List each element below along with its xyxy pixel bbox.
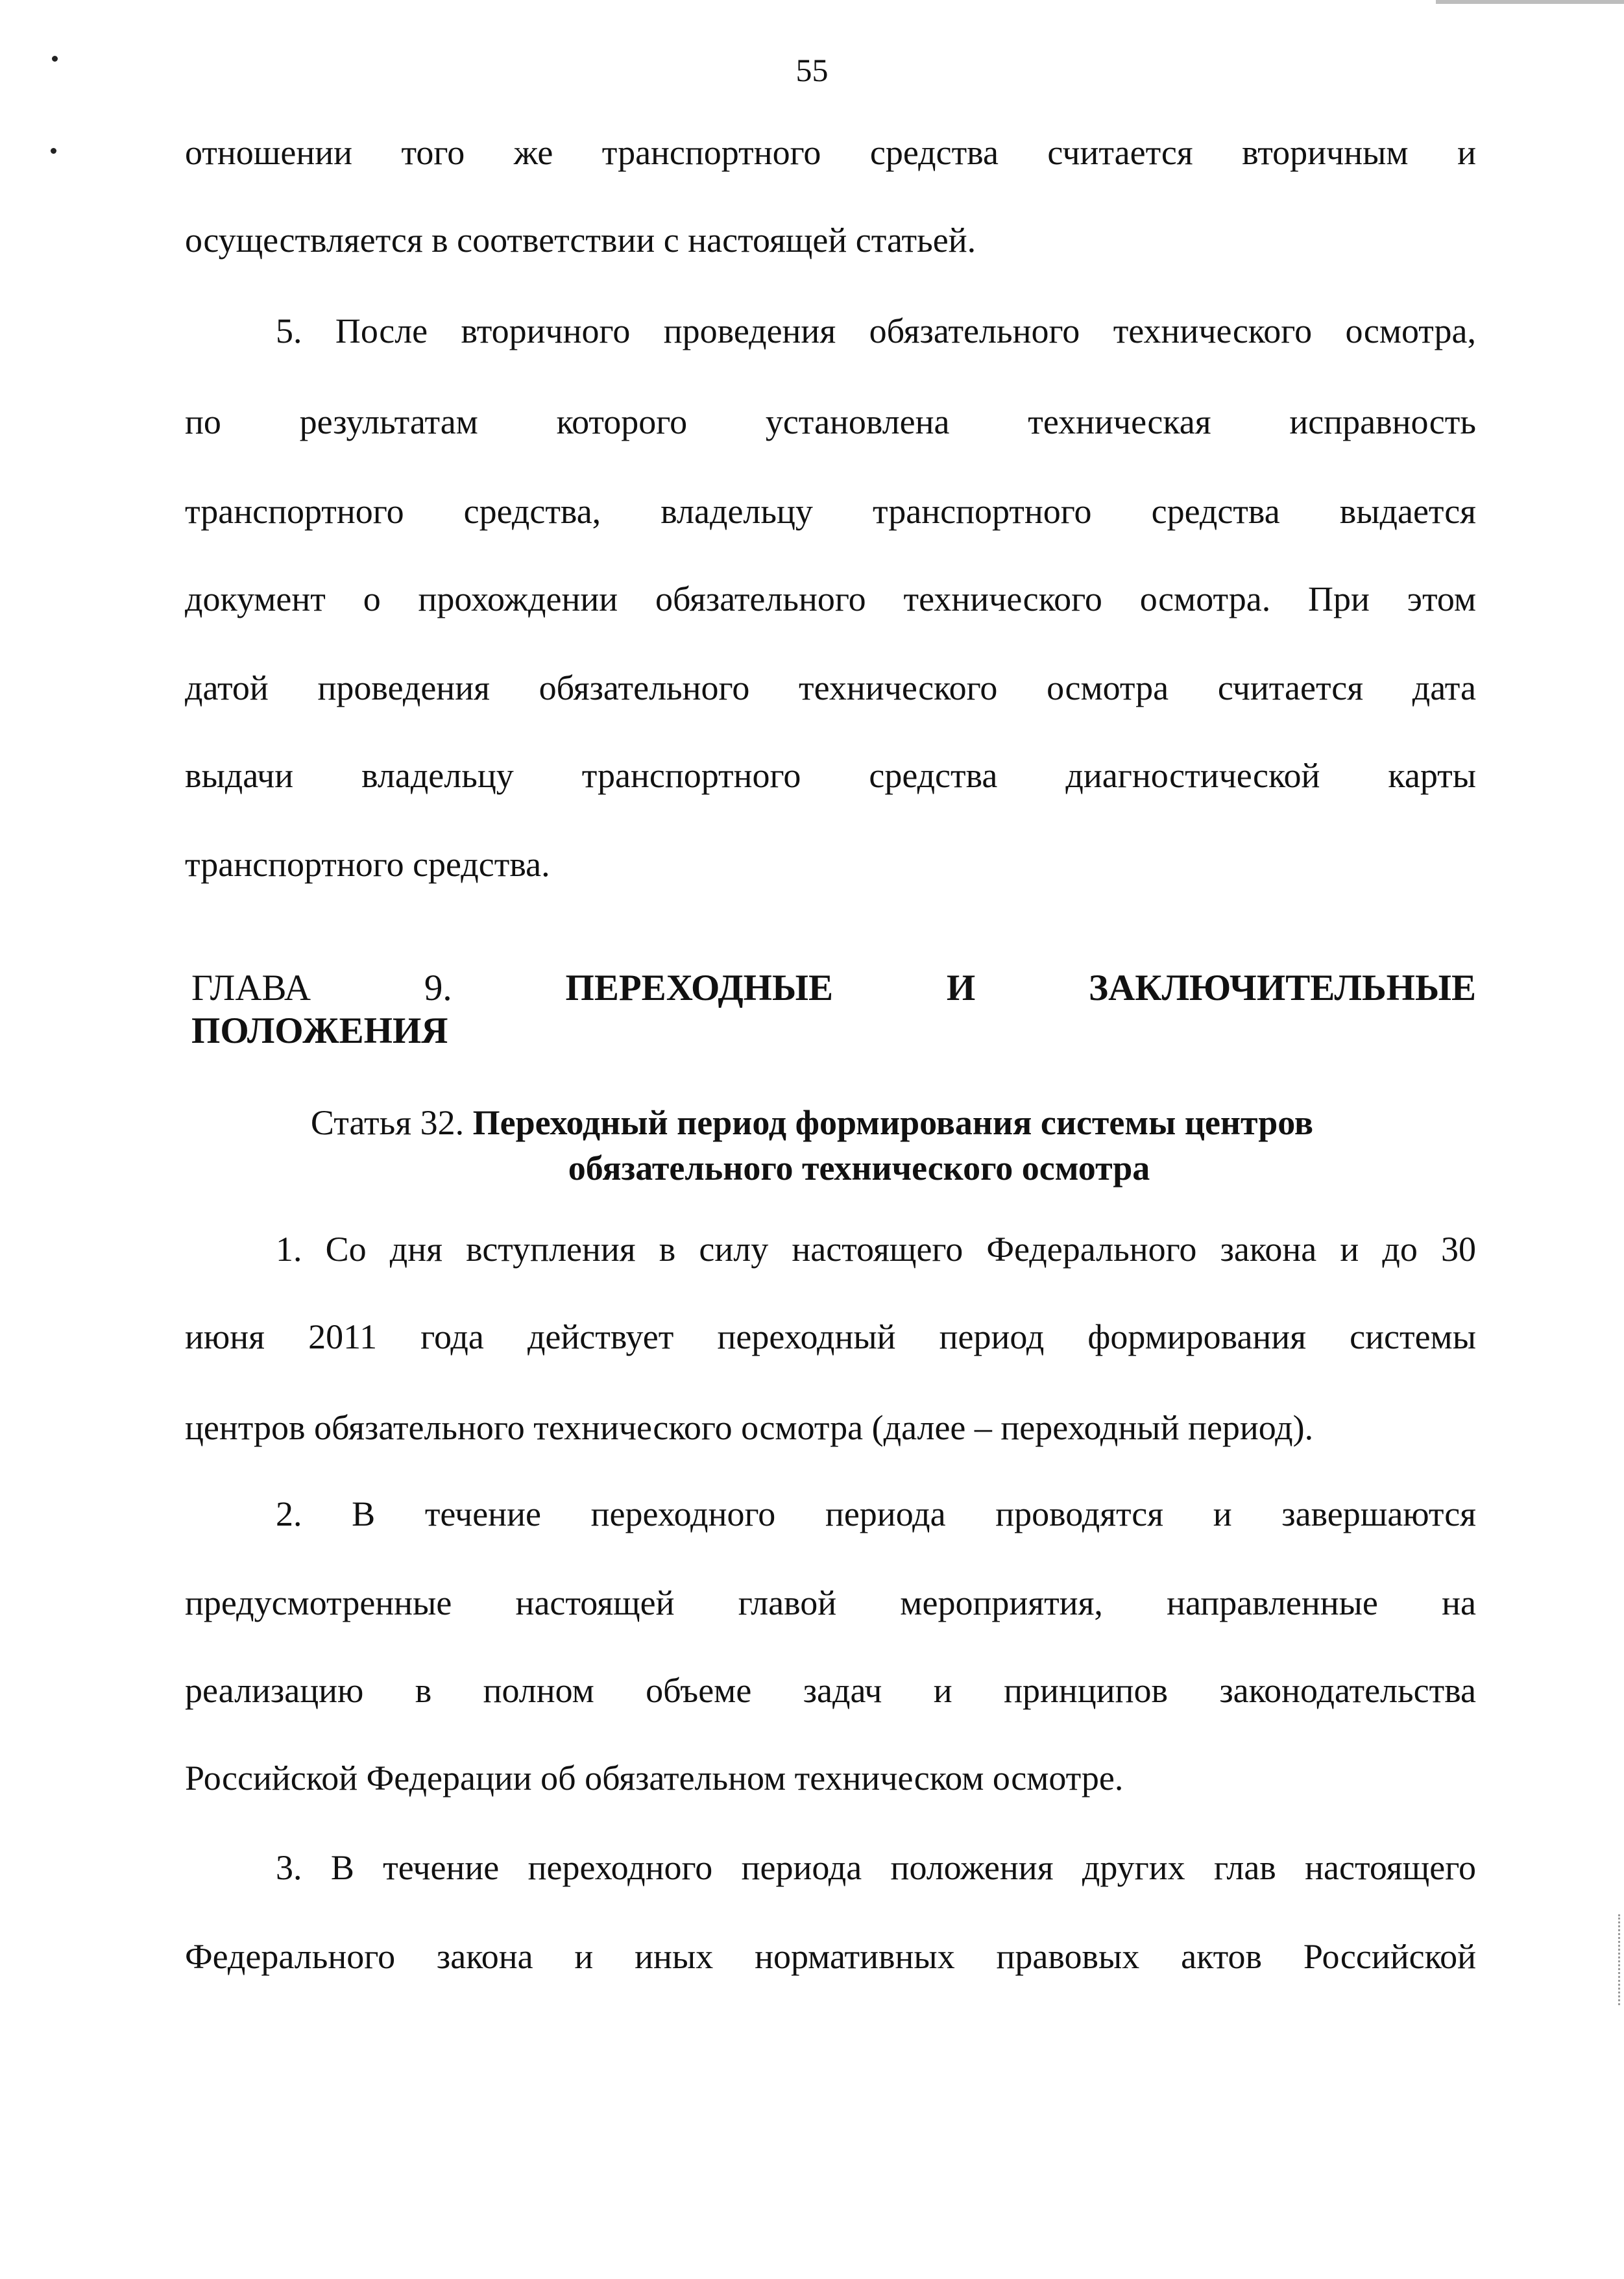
scan-edge-dots [1616,1914,1620,2005]
article-title: обязательного технического осмотра [568,1149,1150,1188]
text-line: выдачи владельцу транспортного средства диагностической карты [185,756,1476,795]
paragraph-first-line: 3. В течение переходного периода положения других глав настоящего [276,1848,1476,1887]
article-heading [0,1145,1624,1191]
chapter-heading-row: ПОЛОЖЕНИЯ [191,1010,448,1051]
chapter-word: И [946,968,976,1008]
article-label: Статья 32. [310,1103,465,1142]
chapter-number: 9. [424,968,452,1008]
text-line: отношении того же транспортного средства считается вторичным и [185,133,1476,172]
text-line: транспортного средства, владельцу транспортного средства выдается [185,492,1476,531]
paragraph-first-line: 2. В течение переходного периода проводятся и завершаются [276,1494,1476,1533]
text-line: Российской Федерации об обязательном техническом осмотре. [185,1759,1124,1798]
chapter-heading [191,967,1476,1053]
chapter-word: ЗАКЛЮЧИТЕЛЬНЫЕ [1089,968,1476,1008]
paragraph-first-line: 1. Со дня вступления в силу настоящего Федерального закона и до 30 [276,1230,1476,1269]
article-title: Переходный период формирования системы центров [472,1103,1314,1142]
chapter-label: ГЛАВА [191,968,311,1008]
text-line: датой проведения обязательного технического осмотра считается дата [185,668,1476,707]
text-line: документ о прохождении обязательного технического осмотра. При этом [185,579,1476,618]
text-line: по результатам которого установлена техническая исправность [185,402,1476,441]
article-heading [0,1100,1624,1145]
text-line: Федерального закона и иных нормативных правовых актов Российской [185,1937,1476,1976]
page-number: 55 [795,52,829,88]
text-line: транспортного средства. [185,845,550,884]
text-line: центров обязательного технического осмотра (далее – переходный период). [185,1408,1314,1447]
text-line: предусмотренные настоящей главой мероприятия, направленные на [185,1583,1476,1622]
text-line: реализацию в полном объеме задач и принципов законодательства [185,1671,1476,1710]
chapter-heading-row [191,967,1476,1010]
text-line: осуществляется в соответствии с настоящей статьей. [185,221,976,260]
scan-edge-line [1436,0,1624,4]
scan-speck [51,148,56,154]
chapter-word: ПЕРЕХОДНЫЕ [565,968,833,1008]
text-line: июня 2011 года действует переходный период формирования системы [185,1317,1476,1356]
paragraph-first-line: 5. После вторичного проведения обязательного технического осмотра, [276,311,1476,350]
